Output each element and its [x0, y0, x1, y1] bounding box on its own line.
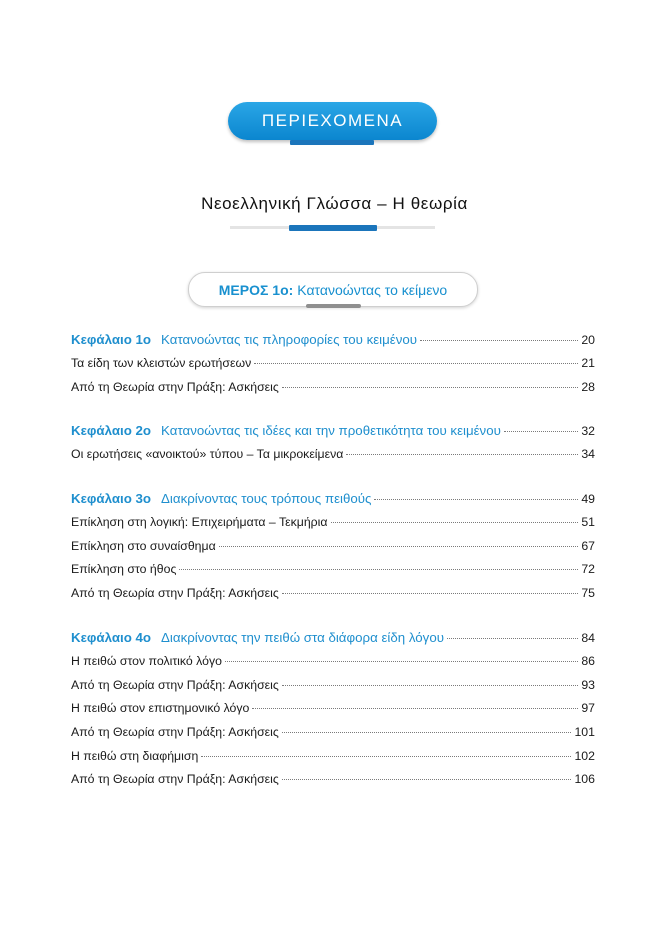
entry-title: Η πειθώ στον πολιτικό λόγο [71, 653, 222, 668]
dot-leader [346, 454, 578, 455]
entry-title: Επίκληση στο συναίσθημα [71, 538, 216, 553]
dot-leader [254, 363, 578, 364]
chapter-title: Διακρίνοντας τους τρόπους πειθούς [161, 491, 372, 507]
toc-entry[interactable] [71, 701, 595, 725]
entry-title: Από τη Θεωρία στην Πράξη: Ασκήσεις [71, 379, 279, 394]
entry-title: Οι ερωτήσεις «ανοικτού» τύπου – Τα μικροκείμενα [71, 447, 344, 462]
page-number: 106 [574, 772, 595, 787]
entry-title: Η πειθώ στη διαφήμιση [71, 748, 199, 763]
page-number: 32 [581, 424, 595, 439]
dot-leader [282, 732, 572, 733]
dot-leader [282, 685, 579, 686]
page-number: 101 [574, 724, 595, 739]
dot-leader [447, 638, 578, 639]
entry-title: Τα είδη των κλειστών ερωτήσεων [71, 356, 252, 370]
page-number: 84 [581, 630, 595, 645]
dot-leader [252, 708, 578, 709]
book-subtitle: Νεοελληνική Γλώσσα – Η θεωρία [201, 194, 468, 213]
contents-badge [228, 102, 437, 144]
page-number: 67 [581, 538, 595, 553]
dot-leader [282, 593, 579, 594]
toc-section [71, 491, 595, 610]
chapter-number: Κεφάλαιο 3ο [71, 491, 152, 507]
page-number: 51 [581, 515, 595, 530]
dot-leader [282, 387, 579, 388]
page-number: 75 [581, 586, 595, 601]
toc-section [71, 332, 595, 403]
chapter-title: Κατανοώντας τις πληροφορίες του κειμένου [161, 332, 418, 347]
toc-entry[interactable] [71, 772, 595, 796]
table-of-contents [71, 332, 595, 816]
chapter-row[interactable] [71, 491, 595, 515]
dot-leader [201, 756, 571, 757]
page-number: 97 [581, 701, 595, 716]
entry-title: Από τη Θεωρία στην Πράξη: Ασκήσεις [71, 772, 279, 787]
page-number: 20 [581, 333, 595, 347]
chapter-title: Διακρίνοντας την πειθώ στα διάφορα είδη λόγου [161, 629, 444, 645]
page-number: 21 [581, 356, 595, 370]
page-number: 93 [581, 677, 595, 692]
dot-leader [219, 546, 579, 547]
toc-entry[interactable] [71, 654, 595, 678]
entry-title: Η πειθώ στον επιστημονικό λόγο [71, 701, 250, 716]
entry-title: Από τη Θεωρία στην Πράξη: Ασκήσεις [71, 586, 279, 601]
subtitle-underline [289, 225, 377, 231]
dot-leader [504, 431, 578, 432]
chapter-row[interactable] [71, 332, 595, 356]
toc-entry[interactable] [71, 539, 595, 563]
toc-entry[interactable] [71, 380, 595, 404]
toc-entry[interactable] [71, 678, 595, 702]
page-number: 86 [581, 653, 595, 668]
chapter-row[interactable] [71, 423, 595, 447]
toc-section [71, 630, 595, 796]
entry-title: Επίκληση στη λογική: Επιχειρήματα – Τεκμήρια [71, 515, 328, 530]
chapter-title: Κατανοώντας τις ιδέες και την προθετικότητα του κειμένου [161, 423, 501, 439]
chapter-number: Κεφάλαιο 1ο [71, 332, 152, 347]
dot-leader [374, 499, 578, 500]
chapter-number: Κεφάλαιο 2ο [71, 423, 152, 439]
toc-entry[interactable] [71, 586, 595, 610]
entry-title: Επίκληση στο ήθος [71, 562, 177, 577]
part-heading [188, 272, 478, 307]
page-number: 28 [581, 379, 595, 394]
page-number: 49 [581, 492, 595, 507]
page-number: 102 [574, 748, 595, 763]
part-title: Κατανοώντας το κείμενο [297, 281, 448, 298]
dot-leader [331, 522, 579, 523]
part-underline [306, 304, 361, 308]
dot-leader [420, 340, 578, 341]
entry-title: Από τη Θεωρία στην Πράξη: Ασκήσεις [71, 724, 279, 739]
page-number: 72 [581, 562, 595, 577]
dot-leader [225, 661, 578, 662]
toc-entry[interactable] [71, 749, 595, 773]
part-label: ΜΕΡΟΣ 1ο: [218, 281, 294, 298]
toc-section [71, 423, 595, 471]
toc-entry[interactable] [71, 562, 595, 586]
part-badge [188, 272, 478, 308]
contents-underline [290, 140, 374, 145]
chapter-number: Κεφάλαιο 4ο [71, 629, 152, 645]
dot-leader [179, 569, 578, 570]
page-number: 34 [581, 447, 595, 462]
chapter-row[interactable] [71, 630, 595, 654]
entry-title: Από τη Θεωρία στην Πράξη: Ασκήσεις [71, 677, 279, 692]
toc-entry[interactable] [71, 515, 595, 539]
toc-entry[interactable] [71, 356, 595, 380]
toc-entry[interactable] [71, 725, 595, 749]
dot-leader [282, 779, 572, 780]
contents-heading: ΠΕΡΙΕΧΟΜΕΝΑ [228, 102, 437, 140]
toc-entry[interactable] [71, 447, 595, 471]
